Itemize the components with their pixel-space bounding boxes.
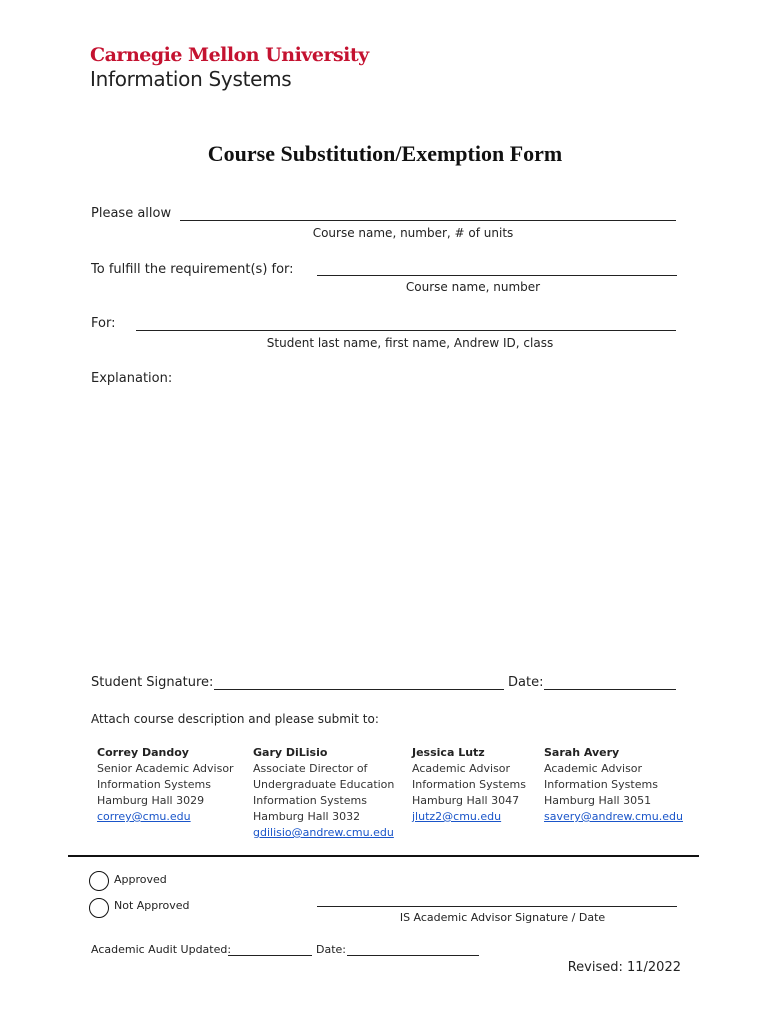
contact-line: Hamburg Hall 3047 — [412, 794, 520, 807]
date-field[interactable] — [544, 689, 676, 690]
contact-line: Hamburg Hall 3032 — [253, 810, 361, 823]
advisor-signature-field[interactable] — [317, 906, 677, 907]
student-signature-field[interactable] — [214, 689, 504, 690]
fulfill-label: To fulfill the requirement(s) for: — [91, 262, 294, 277]
attach-instructions: Attach course description and please submit to: — [91, 712, 379, 726]
contact-email-link[interactable]: gdilisio@andrew.cmu.edu — [253, 826, 394, 839]
approved-radio[interactable] — [89, 871, 109, 891]
fulfill-field[interactable] — [317, 275, 677, 276]
university-name: Carnegie Mellon University — [90, 44, 369, 66]
please-allow-field[interactable] — [180, 220, 676, 221]
contact-line: Information Systems — [544, 778, 658, 791]
audit-field[interactable] — [228, 955, 312, 956]
page-title: Course Substitution/Exemption Form — [207, 141, 563, 166]
explanation-area[interactable] — [91, 392, 677, 662]
contact-card — [412, 745, 526, 825]
advisor-signature-hint: IS Academic Advisor Signature / Date — [399, 911, 606, 924]
contact-line: Senior Academic Advisor — [97, 762, 234, 775]
fulfill-hint: Course name, number — [405, 280, 541, 294]
date-label: Date: — [508, 675, 544, 690]
contact-name: Gary DiLisio — [253, 746, 328, 759]
contact-name: Jessica Lutz — [412, 746, 485, 759]
audit-date-field[interactable] — [347, 955, 479, 956]
contact-line: Associate Director of — [253, 762, 368, 775]
student-signature-label: Student Signature: — [91, 675, 214, 690]
contact-line: Academic Advisor — [412, 762, 511, 775]
audit-date-label: Date: — [316, 943, 346, 956]
approved-label: Approved — [114, 873, 167, 886]
explanation-label: Explanation: — [91, 371, 173, 386]
section-divider — [68, 855, 699, 857]
audit-label: Academic Audit Updated: — [91, 943, 232, 956]
contact-email-link[interactable]: savery@andrew.cmu.edu — [544, 810, 683, 823]
please-allow-label: Please allow — [91, 206, 172, 221]
contact-line: Information Systems — [97, 778, 211, 791]
contact-line: Information Systems — [412, 778, 526, 791]
not-approved-radio[interactable] — [89, 898, 109, 918]
for-hint: Student last name, first name, Andrew ID, class — [266, 336, 554, 350]
contact-line: Hamburg Hall 3029 — [97, 794, 205, 807]
contact-name: Correy Dandoy — [97, 746, 189, 759]
contact-card — [253, 745, 394, 841]
contact-card — [97, 745, 234, 825]
for-label: For: — [91, 316, 116, 331]
contact-line: Hamburg Hall 3051 — [544, 794, 652, 807]
for-field[interactable] — [136, 330, 676, 331]
contact-line: Undergraduate Education — [253, 778, 395, 791]
department-name: Information Systems — [90, 67, 292, 91]
contact-email-link[interactable]: jlutz2@cmu.edu — [412, 810, 502, 823]
contact-name: Sarah Avery — [544, 746, 620, 759]
contact-line: Academic Advisor — [544, 762, 643, 775]
contact-card — [544, 745, 683, 825]
please-allow-hint: Course name, number, # of units — [312, 226, 514, 240]
contact-line: Information Systems — [253, 794, 367, 807]
not-approved-label: Not Approved — [114, 899, 190, 912]
revised-date: Revised: 11/2022 — [567, 960, 681, 975]
contact-email-link[interactable]: correy@cmu.edu — [97, 810, 191, 823]
